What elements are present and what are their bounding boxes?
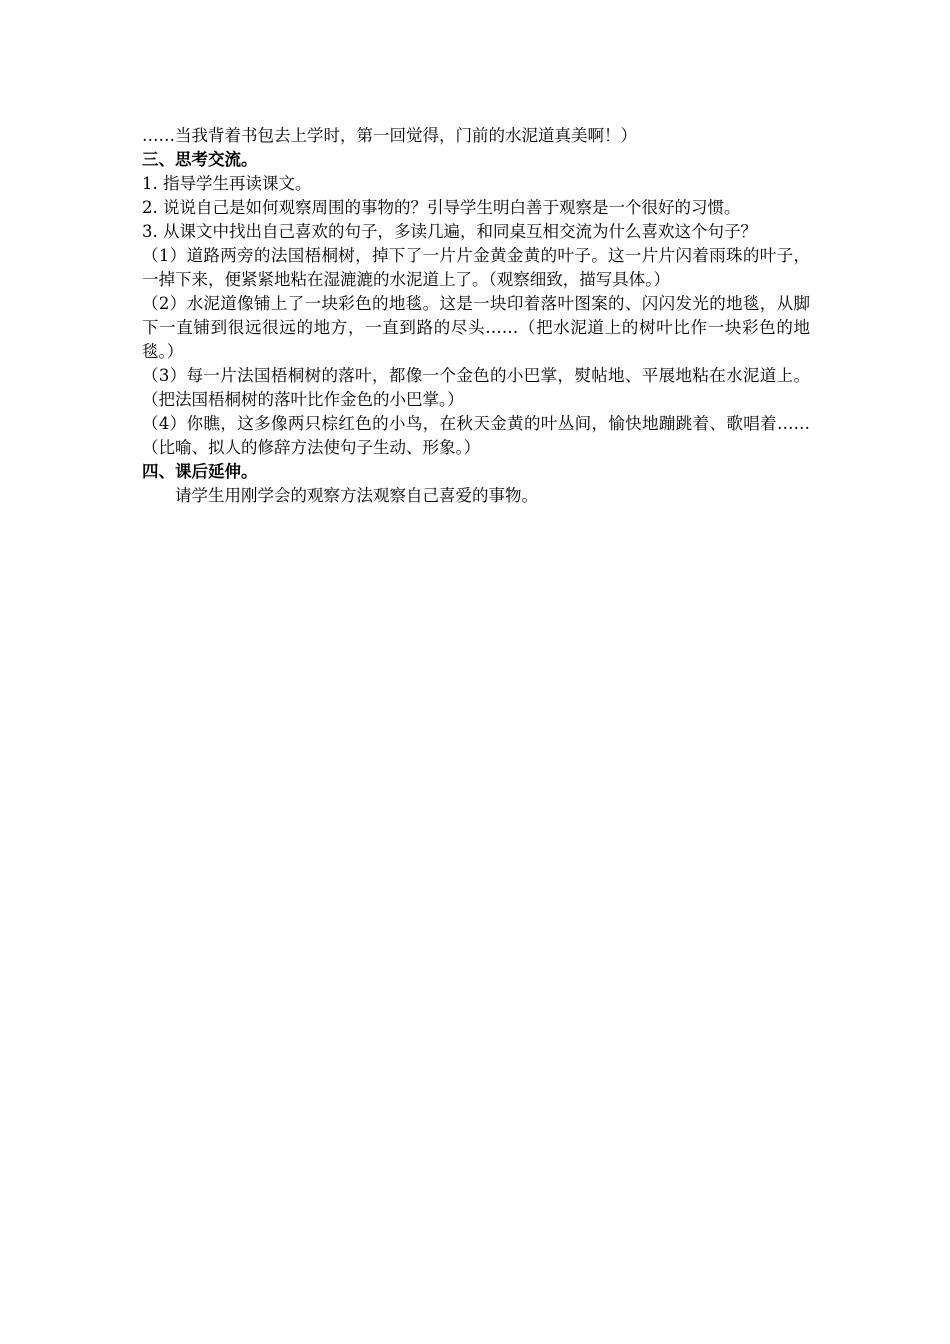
example-sentence-2: （2）水泥道像铺上了一块彩色的地毯。这是一块印着落叶图案的、闪闪发光的地毯，从脚下一直铺到很远很远的地方，一直到路的尽头……（把水泥道上的树叶比作一块彩色的地毯。） [142, 294, 810, 361]
section-4-heading: 四、课后延伸。 [142, 462, 258, 481]
section-4-body: 请学生用刚学会的观察方法观察自己喜爱的事物。 [175, 486, 538, 505]
section-3-item-1: 1. 指导学生再读课文。 [142, 174, 312, 193]
opening-line: ……当我背着书包去上学时，第一回觉得，门前的水泥道真美啊！） [142, 126, 637, 145]
example-sentence-1: （1）道路两旁的法国梧桐树，掉下了一片片金黄金黄的叶子。这一片片闪着雨珠的叶子，一掉下来，便紧紧地粘在湿漉漉的水泥道上了。（观察细致，描写具体。） [142, 246, 810, 289]
document-page [142, 124, 810, 508]
section-3-item-2: 2. 说说自己是如何观察周围的事物的？引导学生明白善于观察是一个很好的习惯。 [142, 198, 741, 217]
example-sentence-4: （4）你瞧，这多像两只棕红色的小鸟，在秋天金黄的叶丛间，愉快地蹦跳着、歌唱着……（比喻、拟人的修辞方法使句子生动、形象。） [142, 414, 810, 457]
example-sentence-3: （3）每一片法国梧桐树的落叶，都像一个金色的小巴掌，熨帖地、平展地粘在水泥道上。（把法国梧桐树的落叶比作金色的小巴掌。） [142, 366, 810, 409]
section-3-item-3: 3. 从课文中找出自己喜欢的句子，多读几遍，和同桌互相交流为什么喜欢这个句子？ [142, 222, 757, 241]
section-3-heading: 三、思考交流。 [142, 150, 258, 169]
